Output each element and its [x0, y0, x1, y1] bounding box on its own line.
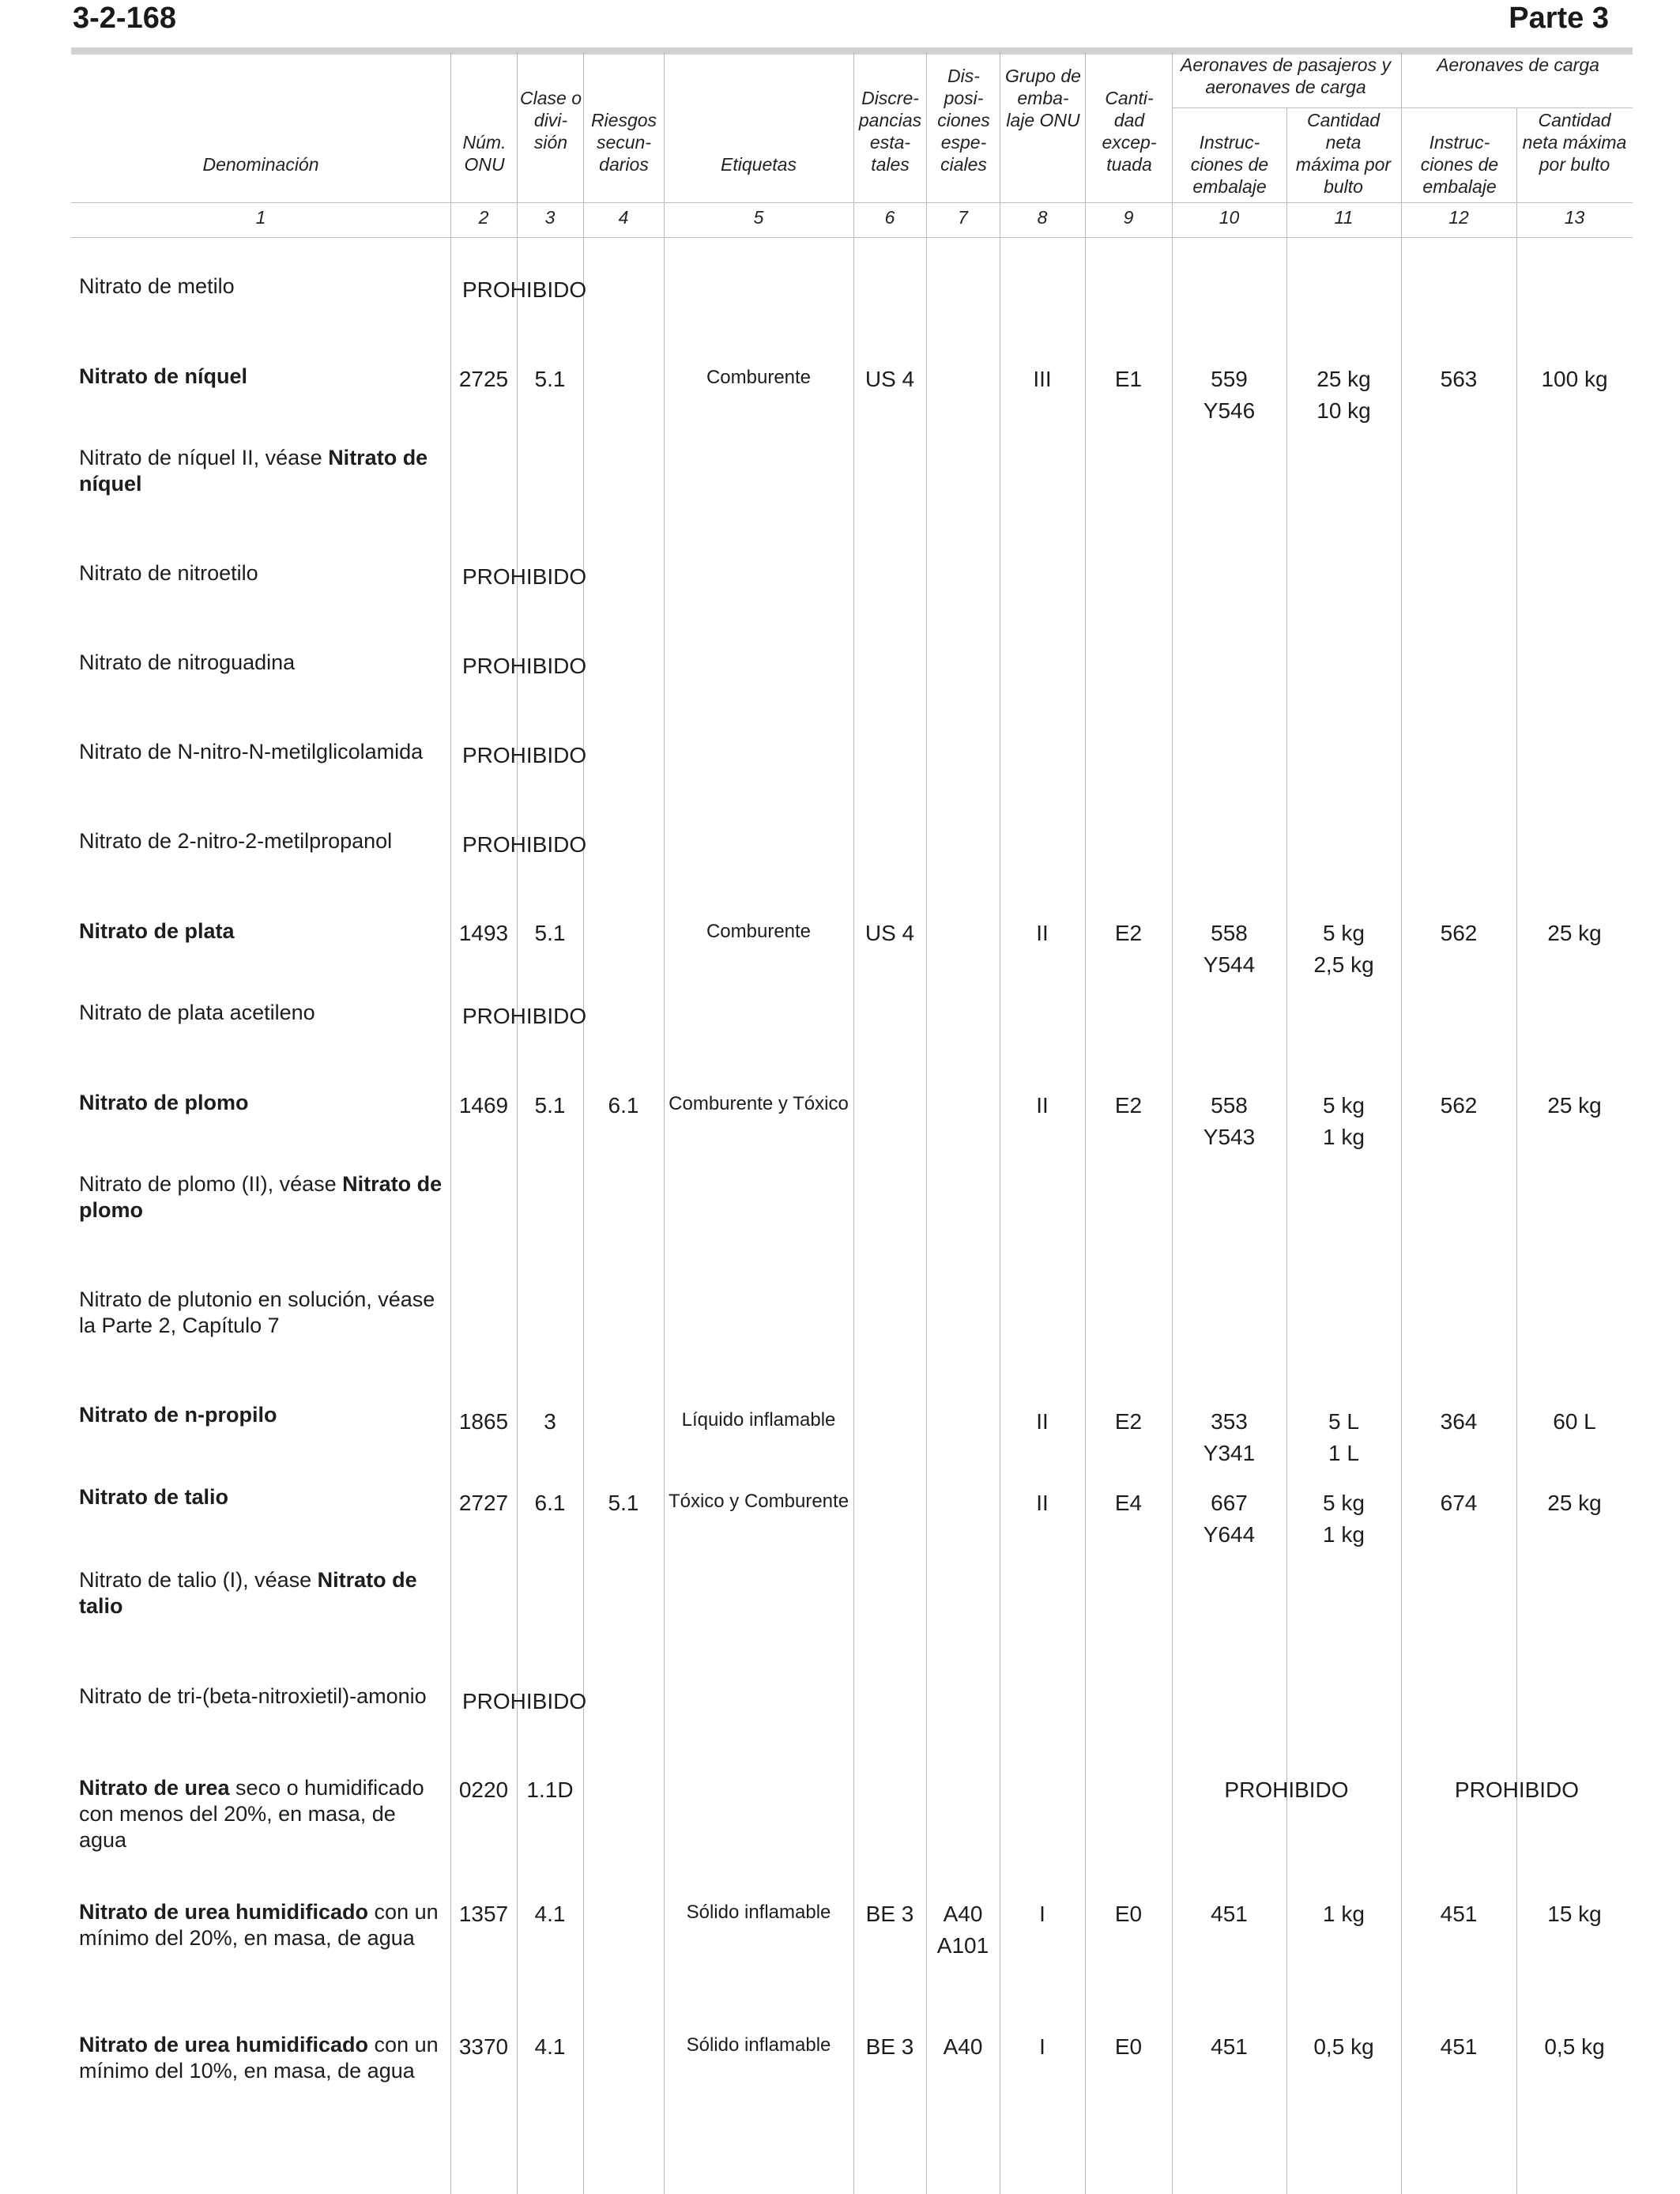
packing-instruction-passenger [1172, 1406, 1286, 1469]
column-number-rule [71, 237, 1633, 238]
col-number: 10 [1219, 207, 1240, 228]
excepted-quantity: E0 [1114, 2034, 1143, 2059]
substance-name [79, 1484, 443, 1510]
max-quantity-passenger [1286, 364, 1401, 427]
name-text: Nitrato de talio (I), véase [79, 1568, 318, 1592]
col-number: 2 [478, 207, 489, 228]
substance-name [79, 918, 443, 944]
special-provisions: A40 [943, 2034, 983, 2059]
un-number: 2727 [458, 1491, 509, 1515]
col-number: 5 [753, 207, 764, 228]
excepted-quantity: E2 [1114, 921, 1143, 945]
max-quantity-passenger [1286, 1487, 1401, 1551]
quantity-line: 1 kg [1323, 1522, 1365, 1547]
prohibited-label: PROHIBIDO [462, 743, 587, 767]
cross-reference: Nitrato de talio [79, 1568, 417, 1618]
quantity-line: 10 kg [1317, 398, 1371, 423]
substance-name-bold: Nitrato de urea humidificado [79, 1900, 369, 1924]
substance-name: Nitrato de tri-(beta-nitroxietil)-amonio [79, 1684, 427, 1708]
un-number: 3370 [458, 2034, 509, 2059]
packing-instruction-cargo: 562 [1440, 1093, 1478, 1118]
subsidiary-risk: 5.1 [608, 1491, 639, 1515]
max-quantity-passenger [1286, 1090, 1401, 1153]
state-variation: US 4 [864, 921, 915, 945]
substance-name-bold: Nitrato de n-propilo [79, 1403, 277, 1427]
un-number: 1469 [458, 1093, 509, 1118]
packing-group: III [1033, 367, 1052, 391]
packing-instruction-cargo: 451 [1440, 1902, 1478, 1926]
col-number: 3 [544, 207, 556, 228]
packing-group: II [1036, 1409, 1049, 1434]
packing-instruction-passenger [1172, 364, 1286, 427]
name-text: con un mínimo del 20%, en masa, de agua [79, 1900, 439, 1950]
excepted-quantity: E2 [1114, 1093, 1143, 1118]
page-number: 3-2-168 [73, 2, 176, 35]
cross-reference: Nitrato de níquel [79, 446, 428, 496]
name-text: Nitrato de níquel II, véase [79, 446, 329, 469]
quantity-line: 5 kg [1323, 921, 1365, 945]
un-number: 1865 [458, 1409, 509, 1434]
packing-instruction-passenger [1172, 918, 1286, 981]
packing-instruction-passenger: 451 [1211, 1902, 1248, 1926]
col-number: 11 [1334, 207, 1354, 228]
hazard-label: Sólido inflamable [686, 2034, 831, 2056]
hazard-label: Comburente y Tóxico [669, 1093, 849, 1114]
packing-instruction-cargo: 563 [1440, 367, 1478, 391]
max-quantity-cargo: 0,5 kg [1544, 2034, 1605, 2059]
quantity-line: 1 L [1328, 1441, 1359, 1465]
un-number: 1357 [458, 1902, 509, 1926]
max-quantity-passenger [1286, 918, 1401, 981]
hazard-label: Líquido inflamable [681, 1409, 836, 1431]
max-quantity-cargo: 60 L [1553, 1409, 1596, 1434]
quantity-line: 5 L [1328, 1409, 1359, 1434]
packing-instruction-cargo: 674 [1440, 1491, 1478, 1515]
max-quantity-cargo: 25 kg [1547, 921, 1602, 945]
special-provisions [926, 1898, 1000, 1962]
excepted-quantity: E2 [1114, 1409, 1143, 1434]
un-number: 0220 [458, 1777, 509, 1802]
subsidiary-risk: 6.1 [608, 1093, 639, 1118]
packing-group: I [1039, 1902, 1045, 1926]
col-header-etiquetas: Etiquetas [721, 154, 797, 175]
provision-line: A40 [943, 1902, 983, 1926]
packing-instruction-passenger [1172, 1090, 1286, 1153]
substance-name [79, 1567, 443, 1619]
col-number: 12 [1448, 207, 1469, 228]
substance-name-bold: Nitrato de níquel [79, 364, 248, 388]
col-header-num-onu: Núm. ONU [462, 132, 507, 175]
packing-instruction-passenger: 451 [1211, 2034, 1248, 2059]
col-header-clase: Clase o divi- sión [520, 88, 582, 153]
substance-name-bold: Nitrato de plata [79, 919, 235, 943]
hazard-label: Comburente [706, 367, 812, 388]
substance-name-bold: Nitrato de urea [79, 1776, 230, 1800]
excepted-quantity: E1 [1114, 367, 1143, 391]
prohibited-label: PROHIBIDO [462, 832, 587, 857]
substance-name [79, 364, 443, 390]
instruction-line: 558 [1211, 1093, 1248, 1118]
substance-name-bold: Nitrato de plomo [79, 1091, 249, 1114]
substance-name: Nitrato de 2-nitro-2-metilpropanol [79, 829, 393, 853]
hazard-class: 1.1D [526, 1777, 574, 1802]
substance-name: Nitrato de nitroetilo [79, 561, 258, 585]
substance-name [79, 1775, 443, 1853]
un-number: 2725 [458, 367, 509, 391]
col-header-instrucciones-12: Instruc- ciones de embalaje [1420, 132, 1499, 197]
packing-group: I [1039, 2034, 1045, 2059]
col-header-discrepancias: Discre- pancias esta- tales [858, 88, 922, 175]
instruction-line: Y543 [1203, 1125, 1256, 1149]
group-header-rule [1172, 107, 1633, 108]
max-quantity-passenger [1286, 1406, 1401, 1469]
instruction-line: Y546 [1203, 398, 1256, 423]
hazard-class: 5.1 [534, 367, 566, 391]
state-variation: BE 3 [865, 2034, 914, 2059]
substance-name [79, 1899, 443, 1951]
substance-name-bold: Nitrato de urea humidificado [79, 2033, 369, 2056]
max-quantity-passenger: 1 kg [1323, 1902, 1365, 1926]
instruction-line: 353 [1211, 1409, 1248, 1434]
hazard-label: Sólido inflamable [686, 1902, 831, 1923]
col-header-cantidad-11: Cantidad neta máxima por bulto [1295, 110, 1392, 197]
substance-name [79, 445, 443, 497]
prohibited-label: PROHIBIDO [462, 654, 587, 678]
column-divider [926, 52, 927, 2194]
hazard-label: Comburente [706, 921, 812, 942]
prohibited-label: PROHIBIDO [462, 1689, 587, 1713]
state-variation: US 4 [864, 367, 915, 391]
quantity-line: 5 kg [1323, 1093, 1365, 1118]
max-quantity-cargo: 25 kg [1547, 1093, 1602, 1118]
substance-name-bold: Nitrato de talio [79, 1485, 229, 1509]
col-number: 4 [618, 207, 629, 228]
prohibited-label: PROHIBIDO [462, 1004, 587, 1028]
prohibited-passenger: PROHIBIDO [1224, 1777, 1349, 1802]
col-header-disposiciones: Dis- posi- ciones espe- ciales [937, 66, 990, 175]
hazard-class: 4.1 [534, 1902, 566, 1926]
substance-name: Nitrato de nitroguadina [79, 650, 296, 674]
excepted-quantity: E4 [1114, 1491, 1143, 1515]
quantity-line: 2,5 kg [1313, 952, 1374, 977]
substance-name: Nitrato de plata acetileno [79, 1001, 315, 1024]
max-quantity-cargo: 15 kg [1547, 1902, 1602, 1926]
substance-name [79, 2032, 443, 2084]
hazard-class: 5.1 [534, 921, 566, 945]
substance-name [79, 1090, 443, 1116]
instruction-line: Y341 [1203, 1441, 1256, 1465]
cross-reference: Nitrato de plomo [79, 1172, 443, 1222]
quantity-line: 5 kg [1323, 1491, 1365, 1515]
col-number: 8 [1037, 207, 1048, 228]
un-number: 1493 [458, 921, 509, 945]
prohibited-label: PROHIBIDO [462, 564, 587, 589]
packing-instruction-cargo: 364 [1440, 1409, 1478, 1434]
packing-instruction-cargo: 451 [1440, 2034, 1478, 2059]
provision-line: A101 [936, 1933, 989, 1958]
instruction-line: 559 [1211, 367, 1248, 391]
max-quantity-cargo: 25 kg [1547, 1491, 1602, 1515]
col-header-riesgos: Riesgos secun- darios [590, 110, 657, 175]
hazard-class: 5.1 [534, 1093, 566, 1118]
col-number: 13 [1564, 207, 1585, 228]
excepted-quantity: E0 [1114, 1902, 1143, 1926]
col-header-cantidad-exceptuada: Canti- dad excep- tuada [1102, 88, 1157, 175]
instruction-line: Y644 [1203, 1522, 1256, 1547]
packing-group: II [1036, 1093, 1049, 1118]
col-header-cantidad-13: Cantidad neta máxima por bulto [1522, 110, 1627, 175]
hazard-class: 6.1 [534, 1491, 566, 1515]
column-divider [583, 52, 584, 2194]
col-header-grupo: Grupo de emba- laje ONU [1005, 66, 1081, 130]
col-number: 7 [958, 207, 968, 228]
name-text: seco o humidificado con menos del 20%, en masa, de agua [79, 1776, 424, 1852]
instruction-line: 667 [1211, 1491, 1248, 1515]
max-quantity-passenger: 0,5 kg [1313, 2034, 1374, 2059]
hazard-class: 4.1 [534, 2034, 566, 2059]
name-text: Nitrato de plomo (II), véase [79, 1172, 343, 1196]
prohibited-cargo: PROHIBIDO [1454, 1777, 1580, 1802]
packing-instruction-passenger [1172, 1487, 1286, 1551]
col-number: 6 [884, 207, 895, 228]
state-variation: BE 3 [865, 1902, 914, 1926]
instruction-line: Y544 [1203, 952, 1256, 977]
packing-instruction-cargo: 562 [1440, 921, 1478, 945]
col-header-instrucciones-10: Instruc- ciones de embalaje [1190, 132, 1269, 197]
part-title: Parte 3 [1509, 2, 1609, 35]
col-number: 9 [1123, 207, 1134, 228]
substance-name [79, 1171, 443, 1223]
prohibited-label: PROHIBIDO [462, 277, 587, 302]
quantity-line: 25 kg [1317, 367, 1371, 391]
packing-group: II [1036, 921, 1049, 945]
hazard-class: 3 [544, 1409, 556, 1434]
top-rule [71, 47, 1633, 55]
quantity-line: 1 kg [1323, 1125, 1365, 1149]
col-header-denominacion: Denominación [202, 154, 319, 175]
hazard-label: Tóxico y Comburente [668, 1491, 849, 1512]
col-header-pasajeros-group: Aeronaves de pasajeros y aeronaves de carga [1181, 55, 1391, 97]
column-divider [1516, 107, 1517, 2194]
header-rule [71, 202, 1633, 203]
substance-name: Nitrato de plutonio en solución, véase la Parte 2, Capítulo 7 [79, 1287, 435, 1337]
col-number: 1 [255, 207, 266, 228]
packing-group: II [1036, 1491, 1049, 1515]
substance-name: Nitrato de metilo [79, 274, 235, 298]
name-text: con un mínimo del 10%, en masa, de agua [79, 2033, 439, 2083]
substance-name: Nitrato de N-nitro-N-metilglicolamida [79, 740, 424, 763]
substance-name [79, 1402, 443, 1428]
instruction-line: 558 [1211, 921, 1248, 945]
max-quantity-cargo: 100 kg [1541, 367, 1608, 391]
col-header-carga-group: Aeronaves de carga [1437, 55, 1599, 75]
